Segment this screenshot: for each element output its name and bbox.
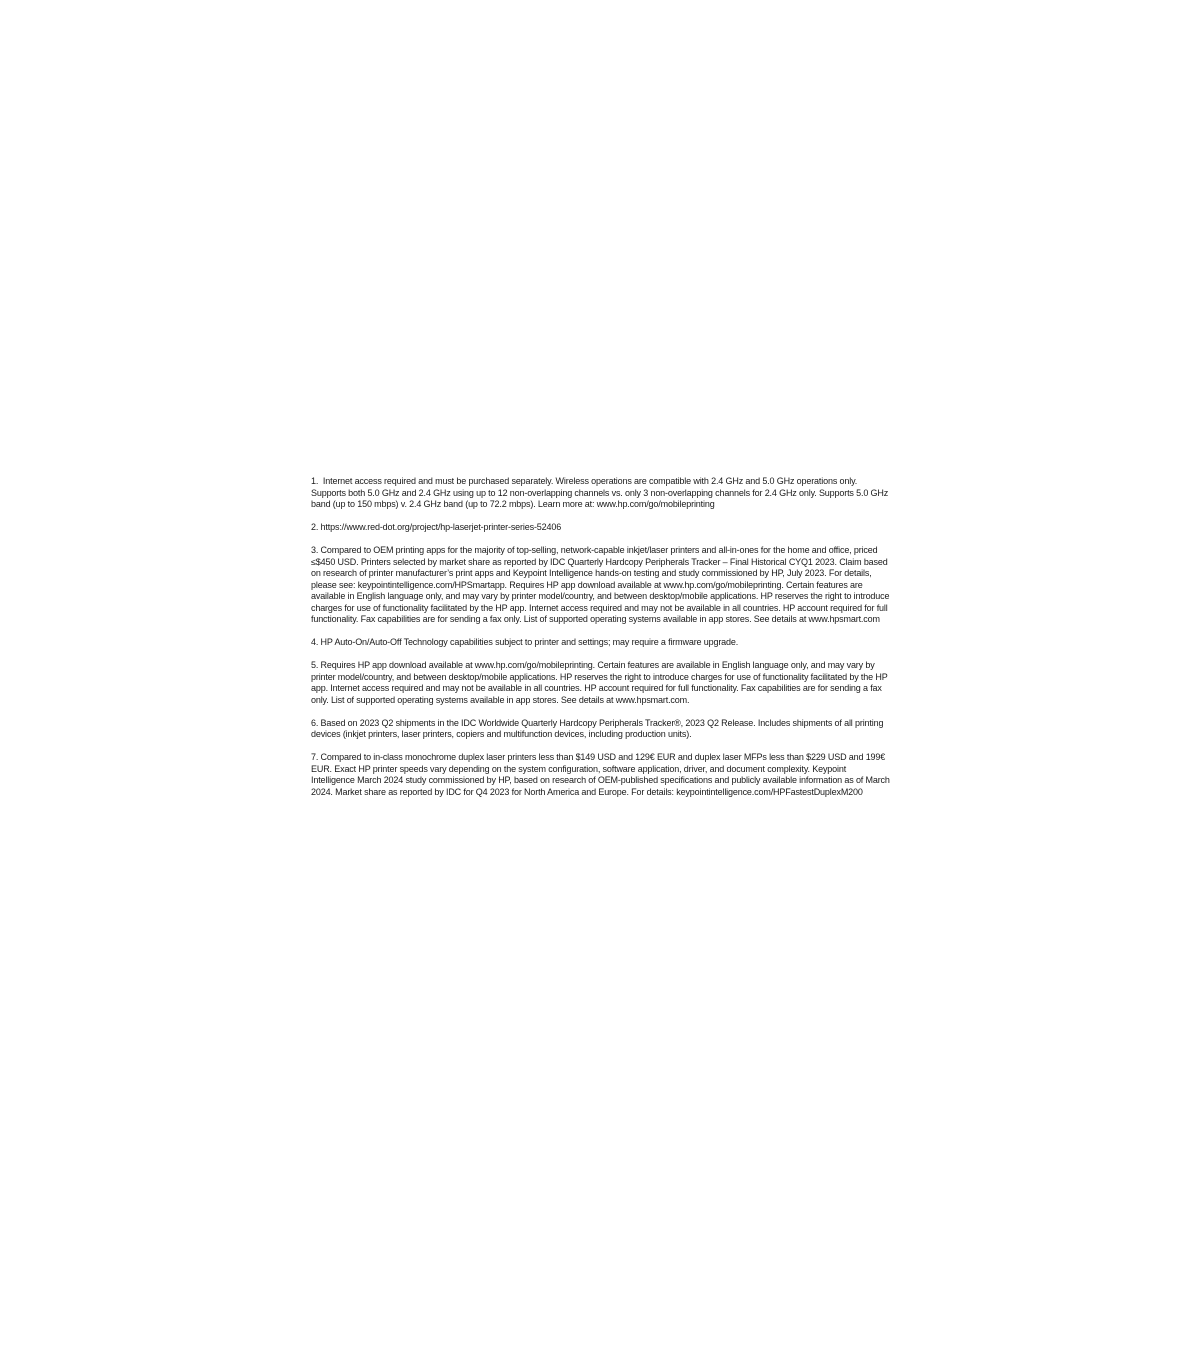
footnote-7: 7. Compared to in-class monochrome duplex laser printers less than $149 USD and 129€ EUR and duplex laser MFPs less than $229 USD and 199€ EUR. Exact HP printer speeds vary depending on the system configuration, software application, driver, and document complexity. Keypoint Intelligence March 2024 study commissioned by HP, based on research of OEM-published specifications and publicly available information as of March 2024. Market share as reported by IDC for Q4 2023 for North America and Europe. For details: keypointintelligence.com/HPFastestDuplexM200 (311, 752, 890, 797)
footnote-1: 1. Internet access required and must be purchased separately. Wireless operations are compatible with 2.4 GHz and 5.0 GHz operations only. Supports both 5.0 GHz and 2.4 GHz using up to 12 non-overlapping channels vs. only 3 non-overlapping channels for 2.4 GHz only. Supports 5.0 GHz band (up to 150 mbps) v. 2.4 GHz band (up to 72.2 mbps). Learn more at: www.hp.com/go/mobileprinting (311, 476, 889, 509)
footnote-6: 6. Based on 2023 Q2 shipments in the IDC Worldwide Quarterly Hardcopy Peripherals Tracker®, 2023 Q2 Release. Includes shipments of all printing devices (inkjet printers, laser printers, copiers and multifunction devices, including production units). (311, 717, 884, 739)
footnote-4: 4. HP Auto-On/Auto-Off Technology capabilities subject to printer and settings; may require a firmware upgrade. (311, 637, 739, 647)
footnotes-section (311, 476, 891, 798)
footnote-2: 2. https://www.red-dot.org/project/hp-laserjet-printer-series-52406 (311, 522, 562, 532)
footnote-3: 3. Compared to OEM printing apps for the majority of top-selling, network-capable inkjet/laser printers and all-in-ones for the home and office, priced ≤$450 USD. Printers selected by market share as reported by IDC Quarterly Hardcopy Peripherals Tracker – Final Historical CYQ1 2023. Claim based on research of printer manufacturer’s print apps and Keypoint Intelligence hands-on testing and study commissioned by HP, July 2023. For details, please see: keypointintelligence.com/HPSmartapp. Requires HP app download available at www.hp.com/go/mobileprinting. Certain features are available in English language only, and may vary by printer model/country, and between desktop/mobile applications. HP reserves the right to introduce charges for use of functionality facilitated by the HP app. Internet access required and may not be available in all countries. HP account required for full functionality. Fax capabilities are for sending a fax only. List of supported operating systems available in app stores. See details at www.hpsmart.com (311, 545, 890, 624)
footnote-5: 5. Requires HP app download available at www.hp.com/go/mobileprinting. Certain features are available in English language only, and may vary by printer model/country, and between desktop/mobile applications. HP reserves the right to introduce charges for use of functionality facilitated by the HP app. Internet access required and may not be available in all countries. HP account required for full functionality. Fax capabilities are for sending a fax only. List of supported operating systems available in app stores. See details at www.hpsmart.com. (311, 660, 888, 705)
